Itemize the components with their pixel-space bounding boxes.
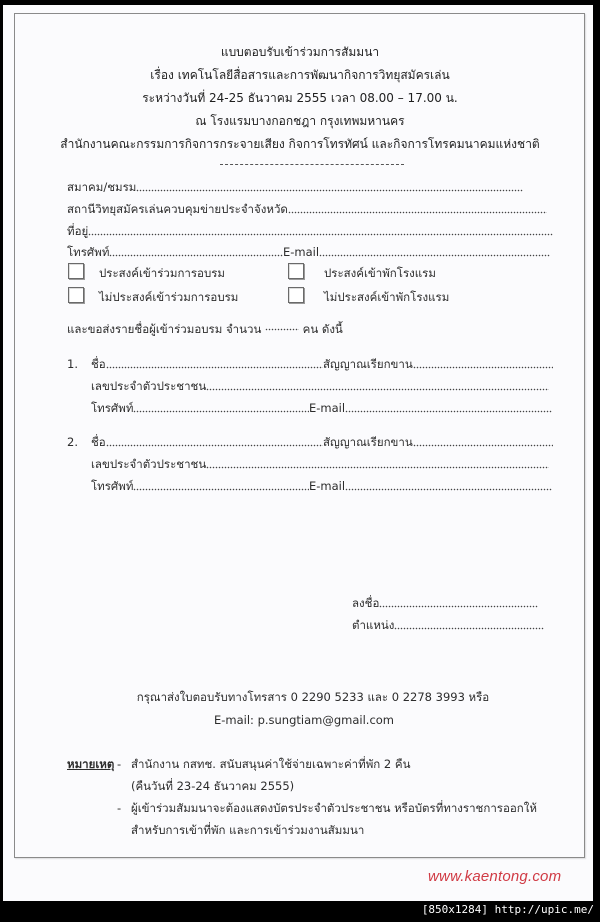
form-dates: ระหว่างวันที่ 24-25 ธันวาคม 2555 เวลา 08.00 – 17.00 น.: [142, 91, 458, 105]
association-label: สมาคม/ชมรม: [67, 180, 137, 194]
org-phone-input-line[interactable]: [109, 254, 283, 257]
note-1-line-2: (คืนวันที่ 23-24 ธันวาคม 2555): [131, 779, 295, 793]
attendee-2-email-input[interactable]: [345, 488, 552, 491]
note-2-line-2: สำหรับการเข้าที่พัก และการเข้าร่วมงานสัมมนา: [131, 823, 365, 837]
association-field[interactable]: [67, 180, 523, 194]
address-field[interactable]: [67, 224, 553, 238]
address-input-line[interactable]: [88, 233, 553, 236]
org-email-label: E-mail: [283, 245, 320, 259]
attendee-count-prefix: และขอส่งรายชื่อผู้เข้าร่วมอบรม จำนวน: [67, 322, 262, 336]
form-title: แบบตอบรับเข้าร่วมการสัมมนา: [220, 45, 380, 59]
attendee-1-id-field[interactable]: [91, 379, 549, 393]
form-organizer: สำนักงานคณะกรรมการกิจการกระจายเสียง กิจการโทรทัศน์ และกิจการโทรคมนาคมแห่งชาติ: [60, 137, 540, 151]
attendee-1-email-label: E-mail: [309, 401, 346, 415]
not-attend-training-label: ไม่ประสงค์เข้าร่วมการอบรม: [99, 290, 239, 304]
stay-hotel-checkbox[interactable]: [288, 263, 304, 279]
attendee-1-id-label: เลขประจำตัวประชาชน: [91, 379, 207, 393]
attendee-2-email-label: E-mail: [309, 479, 346, 493]
fax-instruction: กรุณาส่งใบตอบรับทางโทรสาร 0 2290 5233 และ 0 2278 3993 หรือ: [136, 690, 490, 704]
header-separator: [220, 164, 404, 165]
attendee-2-email-field[interactable]: [309, 479, 552, 493]
attendee-2-phone-label: โทรศัพท์: [91, 479, 134, 493]
org-email-field[interactable]: [283, 245, 550, 259]
attendee-2-callsign-input[interactable]: [413, 444, 553, 447]
signature-field[interactable]: [352, 596, 538, 610]
attendee-1-email-input[interactable]: [345, 410, 552, 413]
note-1-dash: -: [117, 757, 122, 771]
attendee-2-callsign-field[interactable]: [323, 435, 553, 449]
not-attend-training-checkbox[interactable]: [68, 287, 84, 303]
attend-training-label: ประสงค์เข้าร่วมการอบรม: [99, 266, 226, 280]
association-input-line[interactable]: [136, 189, 523, 192]
org-phone-field[interactable]: [67, 245, 283, 259]
attendee-2-number: 2.: [67, 435, 78, 449]
attendee-1-phone-field[interactable]: [91, 401, 309, 415]
attendee-1-phone-input[interactable]: [133, 410, 309, 413]
image-host-tag: [850x1284] http://upic.me/: [421, 903, 594, 916]
note-1-line-1: สำนักงาน กสทช. สนับสนุนค่าใช้จ่ายเฉพาะค่าที่พัก 2 คืน: [131, 757, 411, 771]
attendee-2-name-label: ชื่อ: [91, 435, 106, 449]
form-subject: เรื่อง เทคโนโลยีสื่อสารและการพัฒนากิจการวิทยุสมัครเล่น: [150, 68, 450, 82]
attendee-1-name-label: ชื่อ: [91, 357, 106, 371]
station-label: สถานีวิทยุสมัครเล่นควบคุมข่ายประจำจังหวัด: [67, 202, 288, 216]
note-2-line-1: ผู้เข้าร่วมสัมมนาจะต้องแสดงบัตรประจำตัวประชาชน หรือบัตรที่ทางราชการออกให้: [131, 801, 537, 815]
signature-input[interactable]: [379, 605, 538, 608]
attendee-1-callsign-field[interactable]: [323, 357, 553, 371]
attendee-1-callsign-input[interactable]: [413, 366, 553, 369]
position-input[interactable]: [394, 627, 544, 630]
attendee-2-id-input[interactable]: [206, 466, 549, 469]
attendee-1-callsign-label: สัญญาณเรียกขาน: [323, 357, 413, 371]
attendee-count-suffix: คน ดังนี้: [302, 322, 343, 336]
attendee-1-number: 1.: [67, 357, 78, 371]
attend-training-checkbox[interactable]: [68, 263, 84, 279]
attendee-2-id-label: เลขประจำตัวประชาชน: [91, 457, 207, 471]
attendee-1-phone-label: โทรศัพท์: [91, 401, 134, 415]
attendee-2-callsign-label: สัญญาณเรียกขาน: [323, 435, 413, 449]
attendee-count-input[interactable]: [265, 328, 299, 331]
submit-email: E-mail: p.sungtiam@gmail.com: [213, 713, 395, 727]
position-label: ตำแหน่ง: [352, 618, 395, 632]
not-stay-hotel-checkbox[interactable]: [288, 287, 304, 303]
attendee-count-line: [67, 322, 343, 336]
attendee-2-id-field[interactable]: [91, 457, 549, 471]
station-field[interactable]: [67, 202, 547, 216]
form-venue: ณ โรงแรมบางกอกชฎา กรุงเทพมหานคร: [195, 114, 405, 128]
org-email-input-line[interactable]: [319, 254, 550, 257]
org-phone-label: โทรศัพท์: [67, 245, 110, 259]
note-2-dash: -: [117, 801, 122, 815]
attendee-1-name-field[interactable]: [91, 357, 323, 371]
attendee-2-phone-input[interactable]: [133, 488, 309, 491]
site-watermark: www.kaentong.com: [428, 868, 562, 885]
notes-title: หมายเหตุ: [67, 757, 115, 771]
attendee-2-phone-field[interactable]: [91, 479, 309, 493]
attendee-1-id-input[interactable]: [206, 388, 549, 391]
stay-hotel-label: ประสงค์เข้าพักโรงแรม: [324, 266, 436, 280]
attendee-2-name-field[interactable]: [91, 435, 323, 449]
attendee-1-email-field[interactable]: [309, 401, 552, 415]
attendee-1-name-input[interactable]: [106, 366, 323, 369]
address-label: ที่อยู่: [67, 224, 89, 238]
not-stay-hotel-label: ไม่ประสงค์เข้าพักโรงแรม: [324, 290, 450, 304]
signature-label: ลงชื่อ: [352, 596, 380, 610]
station-input-line[interactable]: [288, 211, 547, 214]
attendee-2-name-input[interactable]: [106, 444, 323, 447]
position-field[interactable]: [352, 618, 544, 632]
